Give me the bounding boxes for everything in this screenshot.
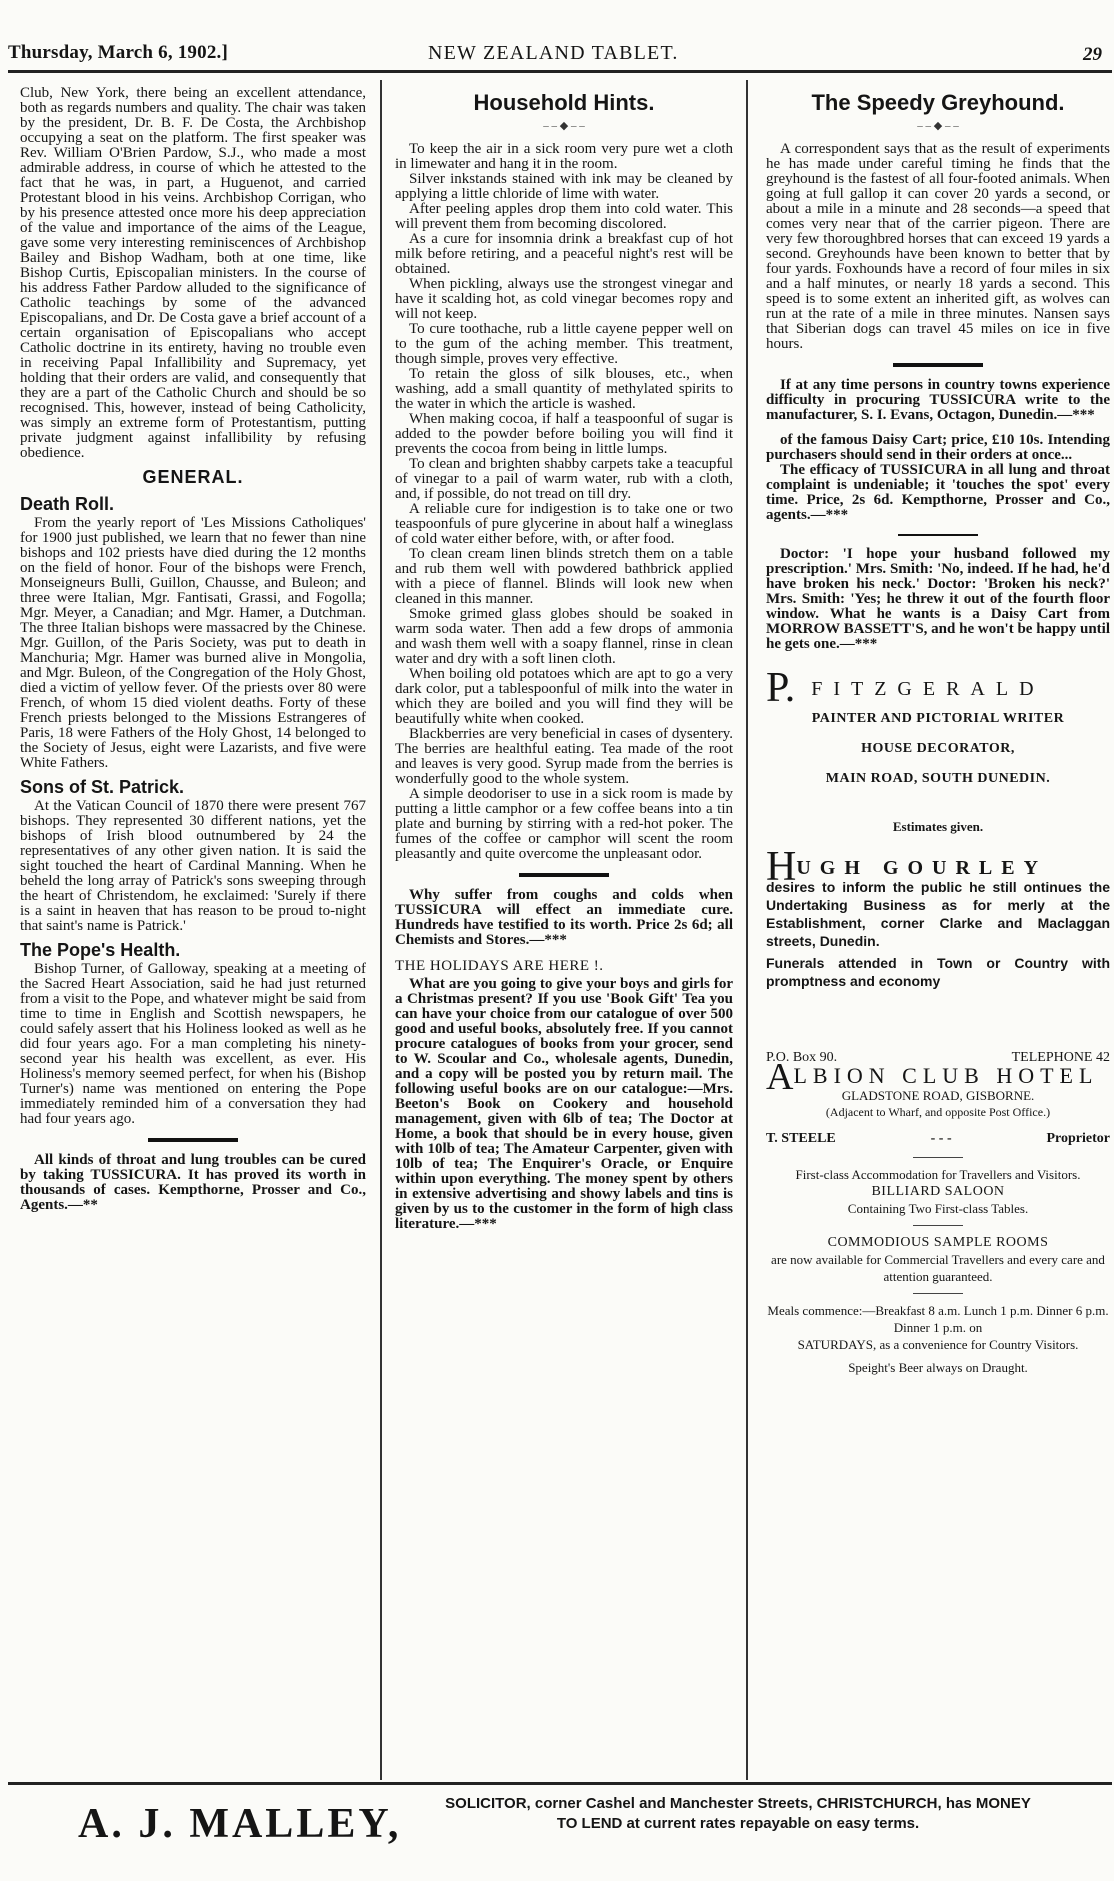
albion-adjacent: (Adjacent to Wharf, and opposite Post Office.) — [825, 1105, 1051, 1119]
section-rule — [519, 873, 609, 877]
fitzgerald-address: MAIN ROAD, SOUTH DUNEDIN. — [825, 771, 1051, 786]
hint-item: To cure toothache, rub a little cayene pepper well on to the gum of the aching member. This treatment, though simple, proves very effective. — [395, 321, 733, 367]
death-roll-text: From the yearly report of 'Les Missions Catholiques' for 1900 just published, we learn that no fewer than nine bishops and 102 priests have died during the 12 months on the field of honor. Four of the bishops were French, Monseigneurs Bulli, Guillon, Chausse, and Buleon; and three were Italian, Mgr. Fantisati, Grassi, and Fogolla; Mgr. Meyer, a Canadian; and Mgr. Hamer, a Dutchman. The three Italian bishops were massacred by the Chinese. Mgr. Guillon, of the Paris Society, was put to death in Manchuria; Mgr. Hamer was burned alive in Mongolia, and Mgr. Buleon, of the Congregation of the Holy Ghost, died a victim of yellow fever. Of the priests over 80 were French, of whom 15 died violent deaths. Forty of these French priests belonged to the Missions Estrangeres of Paris, 18 were Fathers of the Holy Ghost, 14 belonged to the Society of Jesus, eight were Lazarists, and five were White Fathers. — [20, 515, 366, 771]
albion-beer: Speight's Beer always on Draught. — [848, 1360, 1028, 1375]
albion-tables: Containing Two First-class Tables. — [847, 1201, 1029, 1216]
efficacy-advert: The efficacy of TUSSICURA in all lung and throat complaint is undeniable; it 'touches the spot' every time. Price, 2s 6d. Kempthorne, Prosser and Co., agents.—*** — [766, 462, 1110, 523]
column-divider — [746, 80, 748, 1780]
hint-item: To clean and brighten shabby carpets take a teacupful of vinegar to a pail of warm water, rub with a cloth, and, if possible, do not tread on till dry. — [395, 456, 733, 502]
divider — [913, 1293, 963, 1294]
gourley-funerals: Funerals attended in Town or Country with promptness and economy — [766, 955, 1110, 989]
gourley-advert — [766, 844, 1110, 990]
gourley-body: desires to inform the public he still ontinues the Undertaking Business as for merly at the Establishment, corner Clarke and Maclaggan streets, Dunedin. — [766, 879, 1110, 949]
hint-item: Silver inkstands stained with ink may be cleaned by applying a little chloride of lime with water. — [395, 171, 733, 202]
hint-item: Smoke grimed glass globes should be soaked in warm soda water. Then add a few drops of ammonia and wash them well with a soapy flannel, rinse in clean water and dry with a soft linen cloth. — [395, 606, 733, 667]
page-header — [8, 42, 1112, 72]
household-hints-heading: Household Hints. — [473, 90, 655, 115]
hint-item: As a cure for insomnia drink a breakfast cup of hot milk before retiring, and a peaceful night's rest will be obtained. — [395, 231, 733, 277]
fitzgerald-surname: FITZGERALD — [811, 678, 1045, 700]
albion-hotel-advert — [766, 1050, 1110, 1376]
greyhound-heading: The Speedy Greyhound. — [811, 90, 1065, 115]
fitzgerald-decorator: HOUSE DECORATOR, — [861, 741, 1015, 756]
popes-health-text: Bishop Turner, of Galloway, speaking at a meeting of the Sacred Heart Association, said he had just returned from a visit to the Pope, and whatever might be said from time to time in English and Scottish newspapers, he could safely assert that his Holiness looked as well as he did four years ago. For a man completing his ninety-second year his health was excellent, as ever. His Holiness's memory seemed perfect, for when his (Bishop Turner's) name was mentioned on entering the Pope immediately reminded him of a conversation they had had four years ago. — [20, 961, 366, 1127]
gourley-name — [766, 844, 1110, 890]
hint-item: To clean cream linen blinds stretch them on a table and rub them well with powdered bathbrick applied with a piece of flannel. Blinds will look new when cleaned in this manner. — [395, 546, 733, 607]
doctor-advert: Doctor: 'I hope your husband followed my prescription.' Mrs. Smith: 'No, indeed. If he had, he'd have broken his neck.' Doctor: 'Broken his neck?' Mrs. Smith: 'Yes; he threw it out of the fourth floor window. What he wants is a Daisy Cart from MORROW BASSETT'S, and he won't be happy until he gets one.—*** — [766, 546, 1110, 652]
fitzgerald-initial: P. — [766, 665, 796, 711]
albion-billiard: BILLIARD SALOON — [871, 1184, 1005, 1199]
gourley-surname: UGH GOURLEY — [796, 857, 1048, 879]
coughs-advert: Why suffer from coughs and colds when TUSSICURA will effect an immediate cure. Hundreds have testified to its worth. Price 2s 6d; all Chemists and Stores.—*** — [395, 887, 733, 948]
section-rule — [893, 363, 983, 367]
holidays-heading: THE HOLIDAYS ARE HERE !. — [395, 958, 604, 974]
country-towns-advert: If at any time persons in country towns experience difficulty in procuring TUSSICURA write to the manufacturer, S. I. Evans, Octagon, Dunedin.—*** — [766, 377, 1110, 423]
section-rule — [148, 1138, 238, 1142]
newspaper-page — [8, 0, 1112, 1881]
hint-item: Blackberries are very beneficial in cases of dysentery. The berries are healthful eating. Tea made of the root and leaves is very good. Syrup made from the berries is wonderfully good to the whole system. — [395, 726, 733, 787]
ornament-divider: – – ◆ – – — [543, 120, 585, 132]
hint-item: When pickling, always use the strongest vinegar and have it scalding hot, as cold vinegar becomes ropy and will not keep. — [395, 276, 733, 322]
header-rule — [8, 70, 1112, 73]
albion-meals: Meals commence:—Breakfast 8 a.m. Lunch 1 p.m. Dinner 6 p.m. Dinner 1 p.m. on — [767, 1303, 1109, 1335]
hint-item: When making cocoa, if half a teaspoonful of sugar is added to the powder before boiling you will find it prevents the cocoa from being in little lumps. — [395, 411, 733, 457]
issue-date: Thursday, March 6, 1902.] — [8, 42, 229, 63]
holidays-advert: What are you going to give your boys and girls for a Christmas present? If you use 'Book Gift' Tea you can have your choice from our catalogue of over 500 good and useful books, absolutely free. If you cannot procure catalogues of books from your grocer, send to W. Scoular and Co., wholesale agents, Dunedin, and a copy will be posted you by return mail. The following useful books are on our catalogue:—Mrs. Beeton's Book on Cookery and household management, given with 6lb of tea; The Doctor at Home, a book that should be in every house, given with 10lb of tea; The Amateur Carpenter, given with 10lb of tea; The Enquirer's Oracle, or Enquire within upon everything. The money spent by others in extensive advertising and showy labels and tins is given by us to the customer in the form of high class literature.—*** — [395, 976, 733, 1232]
hint-item: To keep the air in a sick room very pure wet a cloth in limewater and hang it in the room. — [395, 141, 733, 172]
page-number: 29 — [1083, 44, 1102, 65]
death-roll-heading: Death Roll. — [20, 494, 115, 514]
general-heading: GENERAL. — [142, 467, 244, 487]
proprietor-dashes: - - - — [930, 1131, 952, 1146]
albion-initial: A — [766, 1056, 794, 1098]
household-hints-list — [395, 142, 733, 862]
column-divider — [380, 80, 382, 1780]
proprietor-label: Proprietor — [1046, 1131, 1110, 1146]
league-article-text: Club, New York, there being an excellent attendance, both as regards numbers and quality. The chair was taken by the president, Dr. B. F. De Costa, the Archbishop occupying a seat on the platform. The first speaker was Rev. William O'Brien Pardow, S.J., who made a most admirable address, in course of which he attested to the fact that he was, in part, a Huguenot, and carried Protestant blood in his veins. Archbishop Corrigan, who by his presence attested once more his deep appreciation of the value and importance of the aims of the League, gave some very interesting reminiscences of Archbishop Bailey and Bishop Wadham, both at one time, like Bishop Curtis, Episcopalian ministers. In the course of his address Father Pardow alluded to the significance of Catholic teachings by some of the advanced Episcopalians, and Dr. De Costa gave a brief account of a certain organisation of Episcopalians who accept Catholic doctrine in its entirety, having no trouble even in receiving Papal Infallibility and Supremacy, yet holding that their orders are valid, and consequently that they are a part of the Catholic Church and should be so recognised. This, however, instead of being Catholicity, was simply an extreme form of Protestantism, putting private judgment against infallibility by refusing obedience. — [20, 86, 366, 461]
malley-text — [398, 1794, 1078, 1834]
albion-sample-text: are now available for Commercial Travellers and every care and attention guaranteed. — [771, 1252, 1105, 1284]
hint-item: To retain the gloss of silk blouses, etc., when washing, add a small quantity of methylated spirits to the water in which the article is washed. — [395, 366, 733, 412]
malley-text-line-1: SOLICITOR, corner Cashel and Manchester Streets, CHRISTCHURCH, has MONEY — [445, 1795, 1031, 1812]
daisy-cart-advert: of the famous Daisy Cart; price, £10 10s. Intending purchasers should send in their orders at once... — [766, 432, 1110, 463]
albion-accommodation: First-class Accommodation for Travellers and Visitors. — [795, 1167, 1081, 1182]
fitzgerald-advert — [766, 665, 1110, 835]
divider — [913, 1225, 963, 1226]
hint-item: When boiling old potatoes which are apt to go a very dark color, put a tablespoonful of milk into the water in which they are boiled and you will find they will be beautifully white when cooked. — [395, 666, 733, 727]
divider — [913, 1157, 963, 1158]
fitzgerald-trade: PAINTER AND PICTORIAL WRITER — [811, 711, 1065, 726]
hint-item: A simple deodoriser to use in a sick room is made by putting a little camphor or a few coffee beans into a tin plate and burning by stirring with a red-hot poker. The fumes of the coffee or camphor will scent the room pleasantly and quite overcome the unpleasant odor. — [395, 786, 733, 862]
tussicura-advert: All kinds of throat and lung troubles can be cured by taking TUSSICURA. It has proved its worth in thousands of cases. Kempthorne, Prosser and Co., Agents.—** — [20, 1152, 366, 1213]
albion-address: GLADSTONE ROAD, GISBORNE. — [841, 1088, 1035, 1103]
newspaper-title: NEW ZEALAND TABLET. — [428, 42, 679, 64]
malley-name: A. J. MALLEY, — [78, 1801, 402, 1847]
albion-telephone: TELEPHONE 42 — [1011, 1050, 1110, 1065]
st-patrick-heading: Sons of St. Patrick. — [20, 777, 185, 797]
fitzgerald-name — [766, 665, 1110, 711]
gourley-initial: H — [766, 844, 797, 890]
albion-rest: LBION CLUB HOTEL — [793, 1063, 1099, 1088]
malley-footer-advert — [8, 1792, 1112, 1862]
proprietor-name: T. STEELE — [766, 1131, 836, 1146]
albion-po-box: P.O. Box 90. — [766, 1050, 838, 1065]
ornament-divider: – – ◆ – – — [917, 120, 959, 132]
footer-rule — [8, 1782, 1112, 1785]
hint-item: After peeling apples drop them into cold water. This will prevent them from becoming discolored. — [395, 201, 733, 232]
malley-text-line-2: TO LEND at current rates repayable on easy terms. — [556, 1815, 920, 1832]
albion-saturdays: SATURDAYS, as a convenience for Country Visitors. — [797, 1337, 1079, 1352]
albion-proprietor-row — [766, 1131, 1110, 1147]
column-1 — [20, 86, 366, 1778]
popes-health-heading: The Pope's Health. — [20, 940, 181, 960]
fitzgerald-estimates: Estimates given. — [892, 819, 984, 834]
st-patrick-text: At the Vatican Council of 1870 there were present 767 bishops. They represented 30 different nations, yet the bishops of Irish blood outnumbered by 24 the representatives of any other given nation. It is said the sight touched the heart of Cardinal Manning. When he beheld the long array of Patrick's sons sweeping through the heart of Christendom, he exclaimed: 'Surely if there is a saint in heaven that has reason to be proud to-night that saint's name is Patrick.' — [20, 798, 366, 934]
column-3 — [766, 86, 1110, 1778]
greyhound-text: A correspondent says that as the result of experiments he has made under careful timing he finds that the greyhound is the fastest of all four-footed animals. When going at full gallop it can cover 20 yards a second, or about a mile in a minute and 28 seconds—a speed that comes very near that of the carrier pigeon. There are very few thoroughbred horses that can exceed 19 yards a second. Greyhounds have been known to better that by four yards. Foxhounds have a record of four miles in six and a half minutes, or nearly 18 yards a second. This speed is to some extent an inherited gift, as wolves can run at the rate of a mile in three minutes. Nansen says that Siberian dogs can travel 45 miles on ice in five hours. — [766, 141, 1110, 352]
albion-sample-rooms: COMMODIOUS SAMPLE ROOMS — [827, 1235, 1049, 1250]
section-rule — [898, 534, 978, 536]
hint-item: A reliable cure for indigestion is to take one or two teaspoonfuls of pure glycerine in about half a wineglass of cold water either before, with, or after food. — [395, 501, 733, 547]
column-2 — [395, 86, 733, 1778]
